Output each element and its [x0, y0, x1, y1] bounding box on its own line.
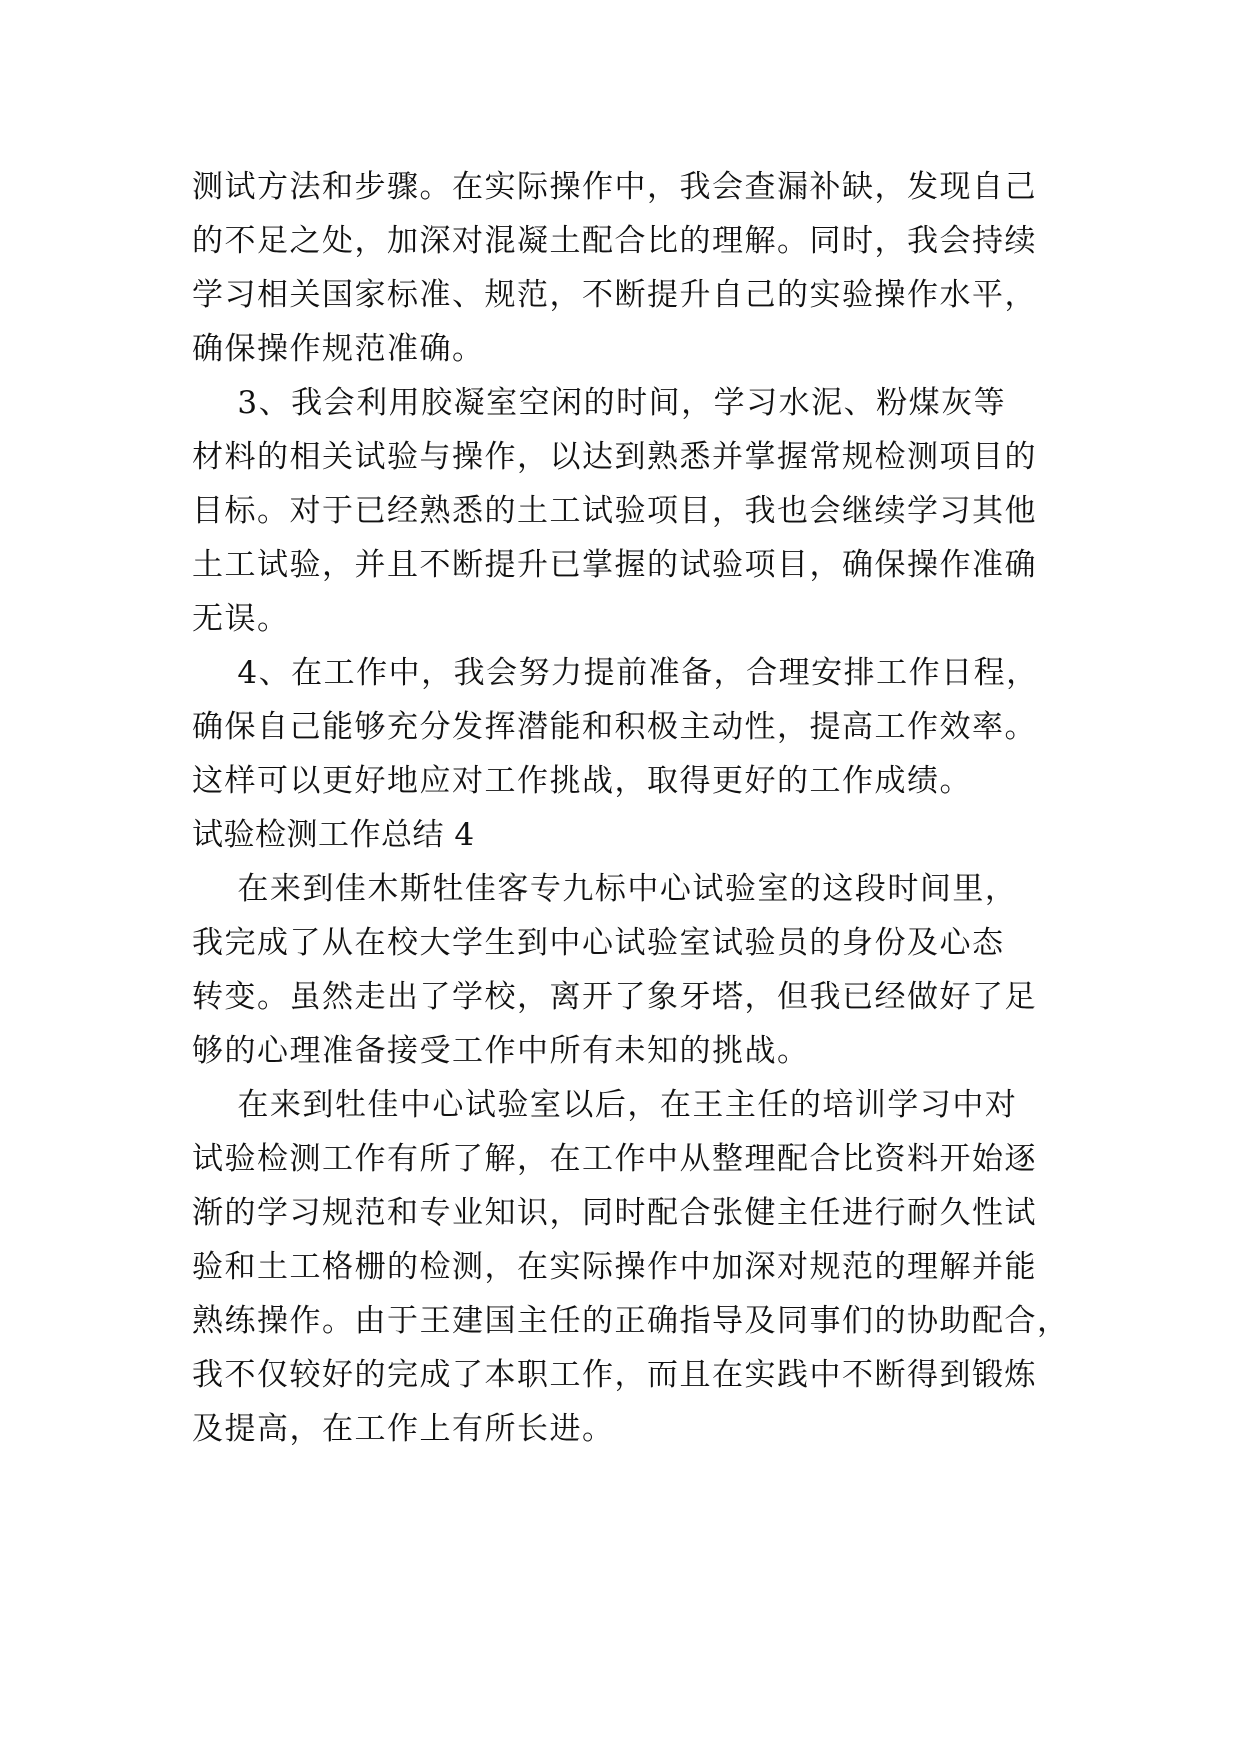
text-line: 学习相关国家标准、规范，不断提升自己的实验操作水平，	[192, 277, 1037, 313]
text-line: 熟练操作。由于王建国主任的正确指导及同事们的协助配合，	[192, 1303, 1070, 1339]
section-heading	[192, 808, 1062, 862]
document-body	[192, 160, 1070, 1456]
section-title: 试验检测工作总结 4	[192, 817, 475, 853]
paragraph-item-4	[192, 646, 1062, 808]
text-line: 验和土工格栅的检测，在实际操作中加深对规范的理解并能	[192, 1249, 1037, 1285]
text-line: 无误。	[192, 601, 290, 637]
text-line: 我完成了从在校大学生到中心试验室试验员的身份及心态	[192, 925, 1005, 961]
text-line: 确保自己能够充分发挥潜能和积极主动性，提高工作效率。	[192, 709, 1037, 745]
text-line: 的不足之处，加深对混凝土配合比的理解。同时，我会持续	[192, 223, 1037, 259]
text-line: 确保操作规范准确。	[192, 331, 485, 367]
text-line: 这样可以更好地应对工作挑战，取得更好的工作成绩。	[192, 763, 972, 799]
text-line: 够的心理准备接受工作中所有未知的挑战。	[192, 1033, 810, 1069]
text-line: 及提高，在工作上有所长进。	[192, 1411, 615, 1447]
paragraph-item-3	[192, 376, 1062, 646]
text-line: 渐的学习规范和专业知识，同时配合张健主任进行耐久性试	[192, 1195, 1037, 1231]
text-line: 3、我会利用胶凝室空闲的时间，学习水泥、粉煤灰等	[192, 385, 1007, 421]
paragraph-work	[192, 1078, 1070, 1456]
text-line: 试验检测工作有所了解，在工作中从整理配合比资料开始逐	[192, 1141, 1037, 1177]
paragraph-intro	[192, 862, 1062, 1078]
text-line: 我不仅较好的完成了本职工作，而且在实践中不断得到锻炼	[192, 1357, 1037, 1393]
text-line: 目标。对于已经熟悉的土工试验项目，我也会继续学习其他	[192, 493, 1037, 529]
text-line: 在来到牡佳中心试验室以后，在王主任的培训学习中对	[192, 1087, 1018, 1123]
text-line: 土工试验，并且不断提升已掌握的试验项目，确保操作准确	[192, 547, 1037, 583]
text-line: 材料的相关试验与操作，以达到熟悉并掌握常规检测项目的	[192, 439, 1037, 475]
text-line: 在来到佳木斯牡佳客专九标中心试验室的这段时间里，	[192, 871, 1018, 907]
text-line: 4、在工作中，我会努力提前准备，合理安排工作日程，	[192, 655, 1039, 691]
text-line: 转变。虽然走出了学校，离开了象牙塔，但我已经做好了足	[192, 979, 1037, 1015]
text-line: 测试方法和步骤。在实际操作中，我会查漏补缺，发现自己	[192, 169, 1037, 205]
paragraph-continuation	[192, 160, 1062, 376]
